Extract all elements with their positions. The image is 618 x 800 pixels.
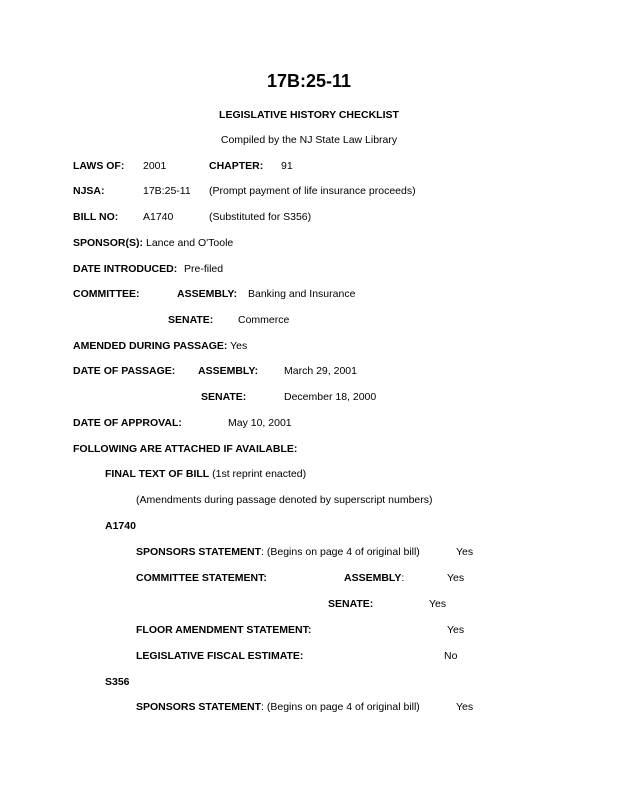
bill-no-note: (Substituted for S356) bbox=[209, 211, 312, 223]
a1740-sponsors-label: SPONSORS STATEMENT bbox=[136, 546, 262, 558]
passage-senate-value: December 18, 2000 bbox=[284, 391, 377, 403]
a1740-committee-assembly-value: Yes bbox=[447, 572, 465, 584]
date-introduced-value: Pre-filed bbox=[184, 263, 224, 275]
date-of-passage-label: DATE OF PASSAGE: bbox=[73, 365, 176, 377]
njsa-description: (Prompt payment of life insurance proceeds) bbox=[209, 185, 416, 197]
compiled-by: Compiled by the NJ State Law Library bbox=[220, 134, 398, 146]
amendments-note: (Amendments during passage denoted by superscript numbers) bbox=[136, 494, 433, 506]
document-subtitle: LEGISLATIVE HISTORY CHECKLIST bbox=[219, 109, 399, 121]
a1740-sponsors-note: : (Begins on page 4 of original bill) bbox=[261, 546, 420, 558]
committee-assembly-label: ASSEMBLY: bbox=[177, 288, 238, 300]
a1740-sponsors-statement bbox=[136, 546, 420, 559]
date-introduced-label: DATE INTRODUCED: bbox=[73, 263, 178, 275]
njsa-label: NJSA: bbox=[73, 185, 105, 197]
attached-heading: FOLLOWING ARE ATTACHED IF AVAILABLE: bbox=[73, 443, 298, 455]
committee-senate-label: SENATE: bbox=[168, 314, 214, 326]
a1740-committee-assembly-label: ASSEMBLY bbox=[344, 572, 402, 584]
date-of-approval-value: May 10, 2001 bbox=[228, 417, 292, 429]
a1740-floor-amendment-label: FLOOR AMENDMENT STATEMENT: bbox=[136, 624, 312, 636]
a1740-floor-amendment-value: Yes bbox=[447, 624, 465, 636]
final-text-note: (1st reprint enacted) bbox=[212, 468, 307, 480]
s356-sponsors-label: SPONSORS STATEMENT bbox=[136, 701, 262, 713]
bill-no-label: BILL NO: bbox=[73, 211, 119, 223]
s356-sponsors-note: : (Begins on page 4 of original bill) bbox=[261, 701, 420, 713]
amended-label: AMENDED DURING PASSAGE: bbox=[73, 340, 228, 352]
laws-of-value: 2001 bbox=[143, 160, 167, 172]
sponsors-label: SPONSOR(S): bbox=[73, 237, 144, 249]
a1740-fiscal-estimate-label: LEGISLATIVE FISCAL ESTIMATE: bbox=[136, 650, 304, 662]
chapter-label: CHAPTER: bbox=[209, 160, 264, 172]
amended-line bbox=[73, 340, 247, 353]
document-title: 17B:25-11 bbox=[266, 71, 352, 91]
njsa-value: 17B:25-11 bbox=[143, 185, 191, 197]
a1740-committee-label: COMMITTEE STATEMENT: bbox=[136, 572, 267, 584]
final-text-label: FINAL TEXT OF BILL bbox=[105, 468, 210, 480]
a1740-fiscal-estimate-value: No bbox=[444, 650, 458, 662]
final-text-line bbox=[105, 468, 306, 481]
bill-no-value: A1740 bbox=[143, 211, 174, 223]
committee-senate-value: Commerce bbox=[238, 314, 290, 326]
amended-value: Yes bbox=[230, 340, 248, 352]
passage-senate-label: SENATE: bbox=[201, 391, 247, 403]
a1740-committee-assembly-colon: : bbox=[401, 572, 405, 584]
a1740-committee-senate-value: Yes bbox=[429, 598, 447, 610]
a1740-committee-assembly bbox=[344, 572, 404, 585]
a1740-heading: A1740 bbox=[105, 520, 136, 532]
committee-label: COMMITTEE: bbox=[73, 288, 140, 300]
passage-assembly-value: March 29, 2001 bbox=[284, 365, 357, 377]
passage-assembly-label: ASSEMBLY: bbox=[198, 365, 259, 377]
sponsors-value: Lance and O'Toole bbox=[146, 237, 234, 249]
s356-heading: S356 bbox=[105, 676, 130, 688]
chapter-value: 91 bbox=[281, 160, 293, 172]
laws-of-label: LAWS OF: bbox=[73, 160, 125, 172]
date-of-approval-label: DATE OF APPROVAL: bbox=[73, 417, 182, 429]
s356-sponsors-statement bbox=[136, 701, 420, 714]
s356-sponsors-value: Yes bbox=[456, 701, 474, 713]
a1740-sponsors-value: Yes bbox=[456, 546, 474, 558]
committee-assembly-value: Banking and Insurance bbox=[248, 288, 356, 300]
a1740-committee-senate-label: SENATE: bbox=[328, 598, 374, 610]
